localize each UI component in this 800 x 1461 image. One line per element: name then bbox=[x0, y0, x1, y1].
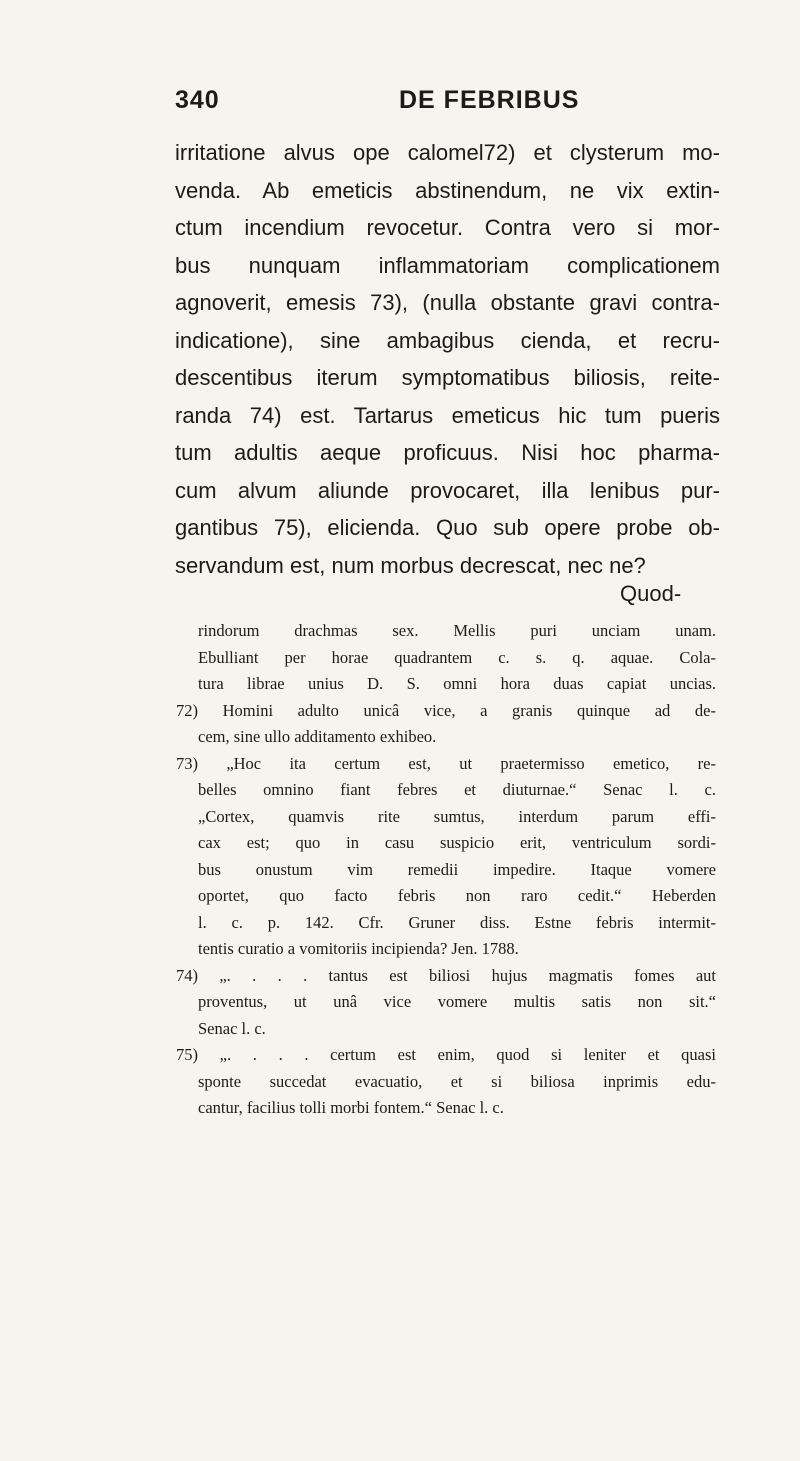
footnote-line: cax est; quo in casu suspicio erit, ventriculum sordi- bbox=[198, 833, 716, 852]
footnote-line: proventus, ut unâ vice vomere multis satis non sit.“ bbox=[198, 992, 716, 1011]
footnote-line: oportet, quo facto febris non raro cedit.“ Heberden bbox=[198, 886, 716, 905]
body-line: irritatione alvus ope calomel72) et clysterum mo- bbox=[175, 140, 720, 165]
body-line: descentibus iterum symptomatibus biliosis, reite- bbox=[175, 365, 720, 390]
footnote-line: „Cortex, quamvis rite sumtus, interdum parum effi- bbox=[198, 806, 716, 826]
footnote-75: 75) „. . . . certum est enim, quod si leniter et quasi bbox=[176, 1045, 716, 1064]
body-line: cum alvum aliunde provocaret, illa lenibus pur- bbox=[175, 477, 720, 503]
page-number: 340 bbox=[175, 86, 220, 114]
body-line: gantibus 75), elicienda. Quo sub opere probe ob- bbox=[175, 515, 720, 540]
body-line: indicatione), sine ambagibus cienda, et recru- bbox=[175, 327, 720, 353]
footnote-line: cantur, facilius tolli morbi fontem.“ Senac l. c. bbox=[198, 1098, 504, 1117]
footnote-line: belles omnino fiant febres et diuturnae.“ Senac l. c. bbox=[198, 780, 716, 799]
footnote-73: 73) „Hoc ita certum est, ut praetermisso emetico, re- bbox=[176, 753, 716, 773]
footnote-line: tura librae unius D. S. omni hora duas capiat uncias. bbox=[198, 674, 716, 693]
footnote-line: Senac l. c. bbox=[198, 1018, 266, 1038]
footnote-line: cem, sine ullo additamento exhibeo. bbox=[198, 727, 437, 746]
footnote-line: tentis curatio a vomitoriis incipienda? Jen. 1788. bbox=[198, 939, 519, 958]
footnote-line: Ebulliant per horae quadrantem c. s. q. aquae. Cola- bbox=[198, 647, 716, 667]
body-line: bus nunquam inflammatoriam complicationem bbox=[175, 252, 720, 278]
catchword: Quod- bbox=[620, 581, 682, 606]
body-line: servandum est, num morbus decrescat, nec ne? bbox=[175, 552, 646, 578]
footnotes bbox=[176, 618, 716, 1122]
footnote-line: l. c. p. 142. Cfr. Gruner diss. Estne febris intermit- bbox=[198, 912, 716, 932]
body-line: tum adultis aeque proficuus. Nisi hoc pharma- bbox=[175, 440, 720, 465]
running-head: DE FEBRIBUS bbox=[399, 86, 580, 114]
main-text bbox=[175, 134, 720, 584]
footnote-line: sponte succedat evacuatio, et si biliosa inprimis edu- bbox=[198, 1071, 716, 1091]
page-header bbox=[175, 86, 715, 122]
body-line: ctum incendium revocetur. Contra vero si mor- bbox=[175, 215, 720, 240]
body-line: agnoverit, emesis 73), (nulla obstante gravi contra- bbox=[175, 290, 720, 315]
body-line: venda. Ab emeticis abstinendum, ne vix extin- bbox=[175, 177, 720, 203]
footnote-line: bus onustum vim remedii impedire. Itaque vomere bbox=[198, 859, 716, 879]
footnote-74: 74) „. . . . tantus est biliosi hujus magmatis fomes aut bbox=[176, 965, 716, 985]
body-line: randa 74) est. Tartarus emeticus hic tum pueris bbox=[175, 402, 720, 428]
footnote-line: rindorum drachmas sex. Mellis puri unciam unam. bbox=[198, 621, 716, 640]
footnote-72: 72) Homini adulto unicâ vice, a granis quinque ad de- bbox=[176, 700, 716, 720]
